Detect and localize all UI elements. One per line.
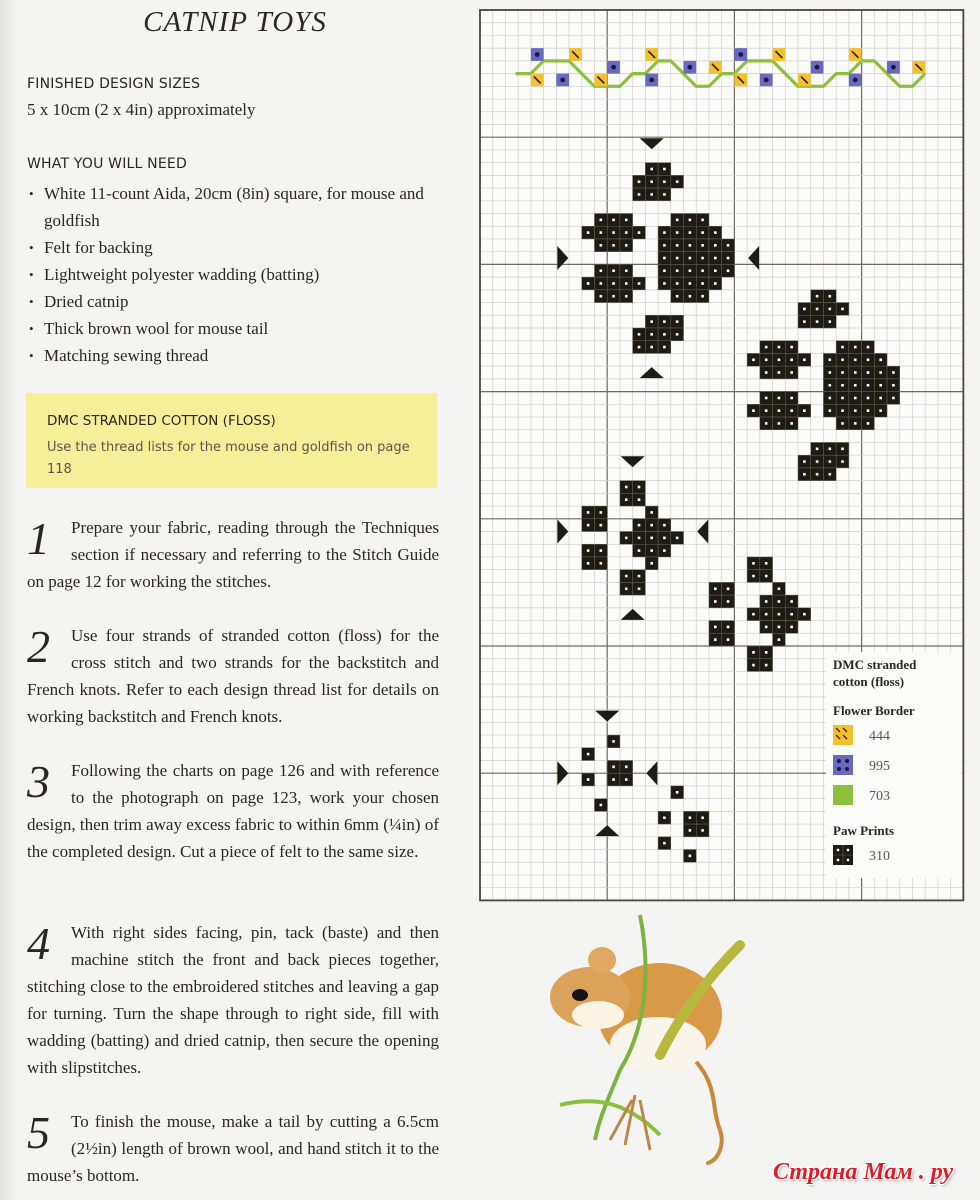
stitch-symbol xyxy=(535,52,540,57)
stitch-symbol xyxy=(790,409,793,412)
stitch-symbol xyxy=(600,269,603,272)
stitch-symbol xyxy=(765,346,768,349)
finished-sizes-text: 5 x 10cm (2 x 4in) approximately xyxy=(27,100,256,119)
stitch-symbol xyxy=(663,193,666,196)
swatch-symbol xyxy=(845,759,849,763)
stitch-symbol xyxy=(829,295,832,298)
chart-legend xyxy=(826,652,962,878)
stitch-symbol xyxy=(612,778,615,781)
list-item: • Felt for backing xyxy=(27,234,447,261)
swatch-symbol xyxy=(837,859,839,861)
stitch-symbol xyxy=(600,804,603,807)
stitch-symbol xyxy=(663,333,666,336)
stitch-symbol xyxy=(625,575,628,578)
stitch-symbol xyxy=(778,626,781,629)
stitch-symbol xyxy=(701,816,704,819)
step-text: Prepare your fabric, reading through the Techniques section if necessary and referring to the Stitch Guide on page 12 for working the stitches. xyxy=(27,518,439,591)
stitch-symbol xyxy=(752,562,755,565)
step-number: 3 xyxy=(27,756,50,807)
stitch-symbol xyxy=(867,359,870,362)
stitch-symbol xyxy=(676,244,679,247)
stitch-symbol xyxy=(714,231,717,234)
stitch-symbol xyxy=(727,626,730,629)
mouse-tail xyxy=(690,1055,722,1163)
stitch-symbol xyxy=(560,78,565,83)
stitch-symbol xyxy=(841,460,844,463)
stitch-symbol xyxy=(765,600,768,603)
stitch-symbol xyxy=(879,359,882,362)
swatch-symbol xyxy=(847,859,849,861)
stitch-symbol xyxy=(867,384,870,387)
stitch-symbol xyxy=(778,600,781,603)
stitch-symbol xyxy=(778,359,781,362)
stitch-symbol xyxy=(803,359,806,362)
stitch-symbol xyxy=(765,397,768,400)
stitch-symbol xyxy=(663,269,666,272)
stitch-symbol xyxy=(701,231,704,234)
stitch-symbol xyxy=(663,816,666,819)
stitch-symbol xyxy=(841,409,844,412)
stitch-symbol xyxy=(853,78,858,83)
stitch-symbol xyxy=(587,562,590,565)
stitch-symbol xyxy=(816,295,819,298)
step-number: 5 xyxy=(27,1107,50,1158)
stitch-symbol xyxy=(612,269,615,272)
mouse-cheek xyxy=(572,1001,624,1029)
stitch-symbol xyxy=(676,219,679,222)
stitch-symbol xyxy=(892,371,895,374)
stitch-symbol xyxy=(714,638,717,641)
stitch-symbol xyxy=(727,244,730,247)
stitch-symbol xyxy=(765,409,768,412)
stitch-symbol xyxy=(803,460,806,463)
stitch-symbol xyxy=(867,397,870,400)
stitch-symbol xyxy=(765,575,768,578)
step-text: With right sides facing, pin, tack (baste) and then machine stitch the front and back pieces together, stitching close to the embroidered stitches and leaving a gap for turning. Turn the shape through to right side, fill with wadding (batting) and dried catnip, then secure the opening with slipstitches. xyxy=(27,923,439,1077)
stitch-symbol xyxy=(778,371,781,374)
stitch-symbol xyxy=(600,295,603,298)
swatch-symbol xyxy=(837,759,841,763)
stitch-symbol xyxy=(638,498,641,501)
stitch-symbol xyxy=(765,664,768,667)
stitch-symbol xyxy=(790,359,793,362)
stitch-symbol xyxy=(676,257,679,260)
stitch-symbol xyxy=(790,626,793,629)
list-item: • Matching sewing thread xyxy=(27,342,447,369)
stitch-symbol xyxy=(638,193,641,196)
finished-sizes-heading: FINISHED DESIGN SIZES xyxy=(27,76,201,92)
legend-group-title: Flower Border xyxy=(833,703,915,718)
stitch-symbol xyxy=(778,397,781,400)
stitch-symbol xyxy=(663,244,666,247)
stitch-symbol xyxy=(663,168,666,171)
stitch-symbol xyxy=(790,397,793,400)
stitch-symbol xyxy=(689,829,692,832)
stitch-symbol xyxy=(803,613,806,616)
stitch-symbol xyxy=(600,549,603,552)
stitch-symbol xyxy=(829,384,832,387)
stitch-symbol xyxy=(587,753,590,756)
stitch-symbol xyxy=(638,537,641,540)
stitch-symbol xyxy=(790,371,793,374)
stitch-symbol xyxy=(867,409,870,412)
stitch-symbol xyxy=(714,244,717,247)
stitch-symbol xyxy=(663,549,666,552)
stitch-symbol xyxy=(587,231,590,234)
stitch-symbol xyxy=(714,269,717,272)
stitch-symbol xyxy=(600,244,603,247)
stitch-symbol xyxy=(625,498,628,501)
stitch-symbol xyxy=(638,282,641,285)
stitch-symbol xyxy=(854,359,857,362)
stitch-symbol xyxy=(803,473,806,476)
stitch-symbol xyxy=(689,855,692,858)
floss-heading: DMC STRANDED COTTON (FLOSS) xyxy=(47,413,276,429)
stitch-symbol xyxy=(841,359,844,362)
stitch-symbol xyxy=(829,359,832,362)
stitch-symbol xyxy=(701,282,704,285)
stitch-symbol xyxy=(650,346,653,349)
stitch-symbol xyxy=(829,397,832,400)
step-5 xyxy=(27,1108,439,1189)
stitch-symbol xyxy=(816,473,819,476)
list-item: • Dried catnip xyxy=(27,288,447,315)
floss-text: Use the thread lists for the mouse and goldfish on page 118 xyxy=(47,440,410,477)
list-item: • Thick brown wool for mouse tail xyxy=(27,315,447,342)
stitch-symbol xyxy=(663,231,666,234)
stitch-symbol xyxy=(867,371,870,374)
swatch-symbol xyxy=(837,849,839,851)
stitch-symbol xyxy=(650,537,653,540)
list-item: • Lightweight polyester wadding (batting) xyxy=(27,261,447,288)
legend-code-995: 995 xyxy=(869,759,890,774)
stitch-symbol xyxy=(891,65,896,70)
step-text: Use four strands of stranded cotton (floss) for the cross stitch and two strands for the backstitch and French knots. Refer to each design thread list for details on working backstitch and French knots. xyxy=(27,626,439,726)
stitch-symbol xyxy=(816,460,819,463)
stitch-symbol xyxy=(600,231,603,234)
stitch-symbol xyxy=(587,524,590,527)
stitch-symbol xyxy=(612,766,615,769)
needs-heading: WHAT YOU WILL NEED xyxy=(27,156,187,172)
stitch-symbol xyxy=(714,282,717,285)
swatch-symbol xyxy=(837,767,841,771)
stitch-symbol xyxy=(752,613,755,616)
stitch-symbol xyxy=(612,244,615,247)
step-text: Following the charts on page 126 and with reference to the photograph on page 123, work your chosen design, then trim away excess fabric to within 6mm (¼in) of the completed design. Cut a piece of felt to the same size. xyxy=(27,761,439,861)
stitch-symbol xyxy=(778,409,781,412)
stitch-symbol xyxy=(625,778,628,781)
stitch-symbol xyxy=(765,626,768,629)
stitch-symbol xyxy=(854,384,857,387)
stitch-symbol xyxy=(727,587,730,590)
stitch-symbol xyxy=(625,537,628,540)
stitch-symbol xyxy=(663,320,666,323)
stitch-symbol xyxy=(841,422,844,425)
legend-swatch-995 xyxy=(833,755,853,775)
legend-code-703: 703 xyxy=(869,789,890,804)
stitch-symbol xyxy=(727,257,730,260)
stitch-symbol xyxy=(752,575,755,578)
stitch-symbol xyxy=(638,486,641,489)
stitch-symbol xyxy=(676,791,679,794)
stitch-symbol xyxy=(752,664,755,667)
stitch-symbol xyxy=(625,269,628,272)
stitch-symbol xyxy=(638,346,641,349)
stitch-symbol xyxy=(803,308,806,311)
stitch-symbol xyxy=(676,282,679,285)
stitch-symbol xyxy=(650,168,653,171)
stitch-symbol xyxy=(778,346,781,349)
stitch-symbol xyxy=(600,282,603,285)
swatch-symbol xyxy=(847,849,849,851)
stitch-symbol xyxy=(676,180,679,183)
stitch-symbol xyxy=(815,65,820,70)
page-title: CATNIP TOYS xyxy=(143,6,327,38)
step-number: 1 xyxy=(27,513,50,564)
stitch-symbol xyxy=(790,600,793,603)
stitch-symbol xyxy=(663,282,666,285)
mouse-eye xyxy=(572,989,588,1001)
stitch-symbol xyxy=(687,65,692,70)
stitch-symbol xyxy=(879,409,882,412)
legend-heading-line1: DMC stranded xyxy=(833,657,917,672)
stitch-symbol xyxy=(587,282,590,285)
stitch-symbol xyxy=(829,460,832,463)
stitch-symbol xyxy=(600,524,603,527)
stitch-symbol xyxy=(765,562,768,565)
stitch-symbol xyxy=(638,231,641,234)
stitch-symbol xyxy=(765,422,768,425)
stitch-symbol xyxy=(752,651,755,654)
stitch-symbol xyxy=(600,511,603,514)
stitch-symbol xyxy=(854,422,857,425)
stitch-symbol xyxy=(663,842,666,845)
stitch-symbol xyxy=(676,231,679,234)
stitch-symbol xyxy=(714,600,717,603)
stitch-symbol xyxy=(650,193,653,196)
step-text: To finish the mouse, make a tail by cutting a 6.5cm (2½in) length of brown wool, and hand stitch it to the mouse’s bottom. xyxy=(27,1112,439,1185)
stitch-symbol xyxy=(689,282,692,285)
seed-husks xyxy=(610,1095,650,1150)
stitch-symbol xyxy=(829,473,832,476)
stitch-symbol xyxy=(689,816,692,819)
stitch-symbol xyxy=(625,587,628,590)
stitch-symbol xyxy=(612,219,615,222)
stitch-symbol xyxy=(714,587,717,590)
stitch-symbol xyxy=(625,295,628,298)
stitch-symbol xyxy=(752,359,755,362)
stitch-symbol xyxy=(816,308,819,311)
stitch-symbol xyxy=(854,346,857,349)
swatch-symbol xyxy=(845,767,849,771)
stitch-symbol xyxy=(611,65,616,70)
stitch-symbol xyxy=(727,638,730,641)
stitch-symbol xyxy=(638,180,641,183)
stitch-symbol xyxy=(803,320,806,323)
stitch-symbol xyxy=(689,231,692,234)
stitch-symbol xyxy=(676,320,679,323)
stitch-symbol xyxy=(727,600,730,603)
stitch-symbol xyxy=(701,219,704,222)
harvest-mouse-illustration xyxy=(540,905,780,1165)
legend-code-310: 310 xyxy=(869,849,890,864)
stitch-symbol xyxy=(663,257,666,260)
stitch-symbol xyxy=(790,346,793,349)
stitch-symbol xyxy=(854,409,857,412)
stitch-symbol xyxy=(879,397,882,400)
stitch-symbol xyxy=(600,562,603,565)
stitch-symbol xyxy=(689,244,692,247)
stitch-symbol xyxy=(701,295,704,298)
stitch-symbol xyxy=(625,244,628,247)
stitch-symbol xyxy=(625,282,628,285)
stitch-symbol xyxy=(650,180,653,183)
stitch-symbol xyxy=(841,384,844,387)
stitch-symbol xyxy=(689,219,692,222)
legend-heading-line2: cotton (floss) xyxy=(833,674,905,689)
step-4 xyxy=(27,919,439,1081)
stitch-symbol xyxy=(829,409,832,412)
stitch-symbol xyxy=(676,537,679,540)
watermark: Страна Мам . ру xyxy=(773,1159,954,1185)
stitch-symbol xyxy=(625,486,628,489)
stitch-symbol xyxy=(587,778,590,781)
stitch-symbol xyxy=(778,587,781,590)
stitch-symbol xyxy=(841,308,844,311)
stitch-symbol xyxy=(879,371,882,374)
stitch-symbol xyxy=(689,295,692,298)
stitch-symbol xyxy=(714,626,717,629)
list-item: • White 11-count Aida, 20cm (8in) square, for mouse and goldfish xyxy=(27,180,447,234)
stitch-symbol xyxy=(612,740,615,743)
stitch-symbol xyxy=(638,524,641,527)
stitch-symbol xyxy=(650,511,653,514)
stitch-symbol xyxy=(738,52,743,57)
stitch-symbol xyxy=(649,78,654,83)
stitch-symbol xyxy=(867,422,870,425)
stitch-symbol xyxy=(790,422,793,425)
stitch-symbol xyxy=(650,320,653,323)
stitch-symbol xyxy=(816,448,819,451)
stitch-symbol xyxy=(638,549,641,552)
stitch-symbol xyxy=(676,295,679,298)
stitch-symbol xyxy=(663,524,666,527)
legend-group-title: Paw Prints xyxy=(833,823,895,838)
stitch-symbol xyxy=(790,613,793,616)
mouse-ear xyxy=(588,947,616,973)
stitch-symbol xyxy=(587,511,590,514)
stitch-symbol xyxy=(764,78,769,83)
stitch-symbol xyxy=(638,333,641,336)
stitch-symbol xyxy=(765,371,768,374)
stitch-symbol xyxy=(625,766,628,769)
stitch-symbol xyxy=(841,448,844,451)
stitch-symbol xyxy=(714,257,717,260)
stitch-symbol xyxy=(612,295,615,298)
stitch-symbol xyxy=(676,333,679,336)
stitch-symbol xyxy=(625,219,628,222)
stitch-symbol xyxy=(676,269,679,272)
stitch-symbol xyxy=(829,308,832,311)
stitch-symbol xyxy=(892,397,895,400)
stitch-symbol xyxy=(701,269,704,272)
stitch-symbol xyxy=(638,575,641,578)
stitch-symbol xyxy=(587,549,590,552)
stitch-symbol xyxy=(663,180,666,183)
stitch-symbol xyxy=(701,257,704,260)
stitch-symbol xyxy=(625,231,628,234)
stitch-symbol xyxy=(841,397,844,400)
legend-swatch-703 xyxy=(833,785,853,805)
stitch-symbol xyxy=(829,320,832,323)
stitch-symbol xyxy=(816,320,819,323)
stitch-symbol xyxy=(663,537,666,540)
stitch-symbol xyxy=(841,371,844,374)
stitch-symbol xyxy=(689,257,692,260)
stitch-symbol xyxy=(841,346,844,349)
stitch-symbol xyxy=(765,613,768,616)
stitch-symbol xyxy=(663,346,666,349)
stitch-symbol xyxy=(829,371,832,374)
stitch-symbol xyxy=(765,359,768,362)
stitch-symbol xyxy=(612,282,615,285)
stitch-symbol xyxy=(879,384,882,387)
stitch-symbol xyxy=(650,562,653,565)
stitch-symbol xyxy=(689,269,692,272)
stitch-symbol xyxy=(752,409,755,412)
stitch-symbol xyxy=(765,651,768,654)
stitch-symbol xyxy=(701,244,704,247)
stitch-symbol xyxy=(701,829,704,832)
stitch-symbol xyxy=(778,613,781,616)
stitch-symbol xyxy=(892,384,895,387)
stitch-symbol xyxy=(854,371,857,374)
stitch-symbol xyxy=(727,269,730,272)
stitch-symbol xyxy=(650,333,653,336)
stitch-symbol xyxy=(778,422,781,425)
stitch-symbol xyxy=(650,524,653,527)
stitch-symbol xyxy=(829,448,832,451)
stitch-symbol xyxy=(650,549,653,552)
stitch-symbol xyxy=(612,231,615,234)
stitch-symbol xyxy=(854,397,857,400)
stitch-symbol xyxy=(638,587,641,590)
step-number: 2 xyxy=(27,621,50,672)
step-number: 4 xyxy=(27,918,50,969)
stitch-symbol xyxy=(803,409,806,412)
legend-code-444: 444 xyxy=(869,729,890,744)
stitch-symbol xyxy=(867,346,870,349)
stitch-symbol xyxy=(778,638,781,641)
stitch-symbol xyxy=(600,219,603,222)
